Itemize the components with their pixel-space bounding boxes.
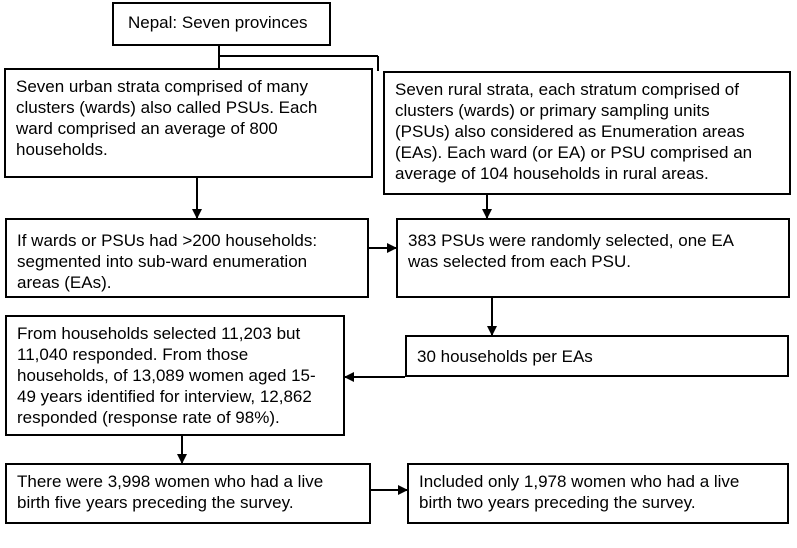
urban-strata-box: Seven urban strata comprised of many clusters (wards) also called PSUs. Each ward comprised an average of 800 households.	[4, 68, 373, 178]
two-year-births-box: Included only 1,978 women who had a live birth two years preceding the survey.	[407, 463, 789, 524]
responses-box: From households selected 11,203 but 11,040 responded. From those households, of 13,089 women aged 15- 49 years identified for interview, 12,862 responded (response rate of 98%).	[5, 315, 345, 436]
segmentation-box: If wards or PSUs had >200 households: segmented into sub-ward enumeration areas (EAs).	[5, 218, 369, 298]
five-year-births-box: There were 3,998 women who had a live birth five years preceding the survey.	[5, 463, 371, 524]
title-box: Nepal: Seven provinces	[112, 2, 331, 46]
psu-selection-box: 383 PSUs were randomly selected, one EA was selected from each PSU.	[396, 218, 790, 298]
rural-strata-box: Seven rural strata, each stratum comprised of clusters (wards) or primary sampling units (PSUs) also considered as Enumeration areas (EAs). Each ward (or EA) or PSU comprised an average of 104 households in rural areas.	[383, 71, 791, 195]
households-per-ea-box: 30 households per EAs	[405, 335, 789, 377]
